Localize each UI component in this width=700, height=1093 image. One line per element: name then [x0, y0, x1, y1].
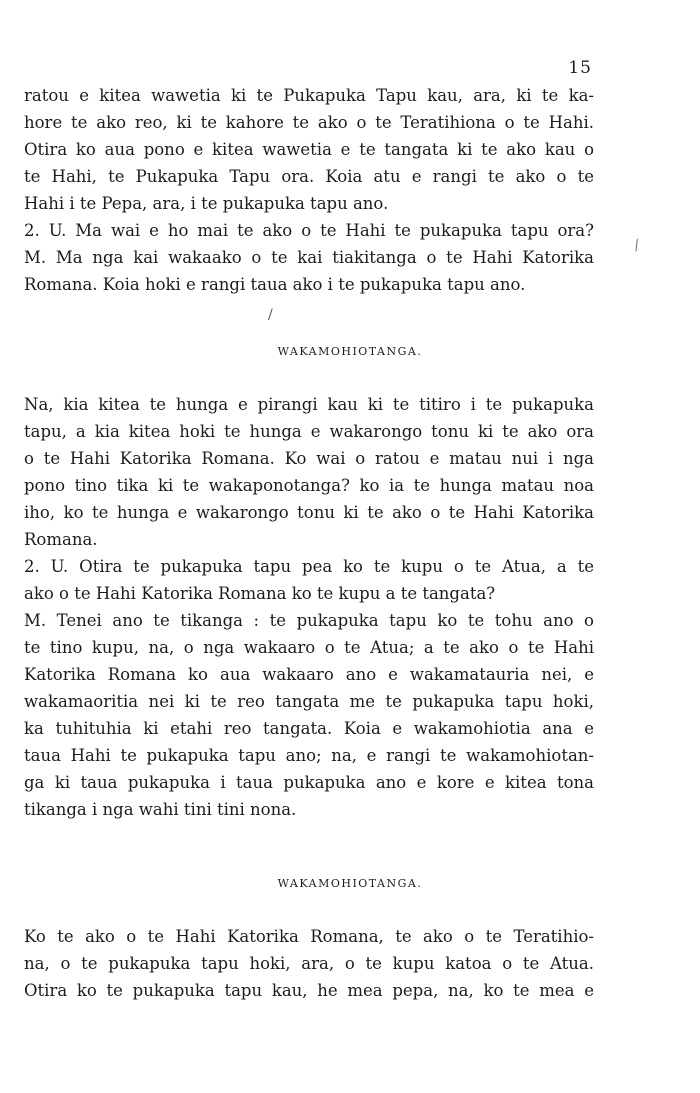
text-line: 2. U. Ma wai e ho mai te ako o te Hahi te pukapuka tapu ora? — [24, 221, 594, 240]
text-line: Ko te ako o te Hahi Katorika Romana, te ako o te Teratihio- — [24, 927, 594, 946]
text-line: ratou e kitea wawetia ki te Pukapuka Tapu kau, ara, ki te ka- — [24, 86, 594, 105]
paragraph-block-1 — [24, 82, 594, 298]
text-line: tikanga i nga wahi tini tini nona. — [24, 800, 297, 819]
text-line: ga ki taua pukapuka i taua pukapuka ano e kore e kitea tona — [24, 773, 594, 792]
text-line: Hahi i te Pepa, ara, i te pukapuka tapu ano. — [24, 194, 389, 213]
text-line: na, o te pukapuka tapu hoki, ara, o te kupu katoa o te Atua. — [24, 954, 594, 973]
ink-mark: ⁄ — [632, 238, 642, 254]
paragraph-block-3 — [24, 923, 594, 1004]
text-line: M. Tenei ano te tikanga : te pukapuka tapu ko te tohu ano o — [24, 611, 594, 630]
paragraph-block-2 — [24, 391, 594, 823]
ink-mark: / — [268, 307, 273, 323]
text-line: te tino kupu, na, o nga wakaaro o te Atua; a te ako o te Hahi — [24, 638, 594, 657]
text-line: ako o te Hahi Katorika Romana ko te kupu a te tangata? — [24, 584, 496, 603]
text-line: Katorika Romana ko aua wakaaro ano e wakamatauria nei, e — [24, 665, 594, 684]
text-line: wakamaoritia nei ki te reo tangata me te pukapuka tapu hoki, — [24, 692, 594, 711]
text-line: hore te ako reo, ki te kahore te ako o te Teratihiona o te Hahi. — [24, 113, 594, 132]
text-line: Romana. Koia hoki e rangi taua ako i te pukapuka tapu ano. — [24, 275, 526, 294]
text-line: Na, kia kitea te hunga e pirangi kau ki te titiro i te pukapuka — [24, 395, 594, 414]
page-number: 15 — [568, 58, 592, 78]
section-heading: WAKAMOHIOTANGA. — [277, 345, 423, 358]
text-line: Otira ko aua pono e kitea wawetia e te tangata ki te ako kau o — [24, 140, 594, 159]
text-line: M. Ma nga kai wakaako o te kai tiakitanga o te Hahi Katorika — [24, 248, 594, 267]
text-line: tapu, a kia kitea hoki te hunga e wakarongo tonu ki te ako ora — [24, 422, 594, 441]
text-line: taua Hahi te pukapuka tapu ano; na, e rangi te wakamohiotan- — [24, 746, 594, 765]
text-line: te Hahi, te Pukapuka Tapu ora. Koia atu e rangi te ako o te — [24, 167, 594, 186]
text-line: pono tino tika ki te wakaponotanga? ko ia te hunga matau noa — [24, 476, 594, 495]
section-heading: WAKAMOHIOTANGA. — [277, 877, 423, 890]
text-line: Otira ko te pukapuka tapu kau, he mea pepa, na, ko te mea e — [24, 981, 594, 1000]
text-line: 2. U. Otira te pukapuka tapu pea ko te kupu o te Atua, a te — [24, 557, 594, 576]
text-line: ka tuhituhia ki etahi reo tangata. Koia e wakamohiotia ana e — [24, 719, 594, 738]
text-line: iho, ko te hunga e wakarongo tonu ki te ako o te Hahi Katorika — [24, 503, 594, 522]
text-line: Romana. — [24, 530, 98, 549]
text-line: o te Hahi Katorika Romana. Ko wai o ratou e matau nui i nga — [24, 449, 594, 468]
